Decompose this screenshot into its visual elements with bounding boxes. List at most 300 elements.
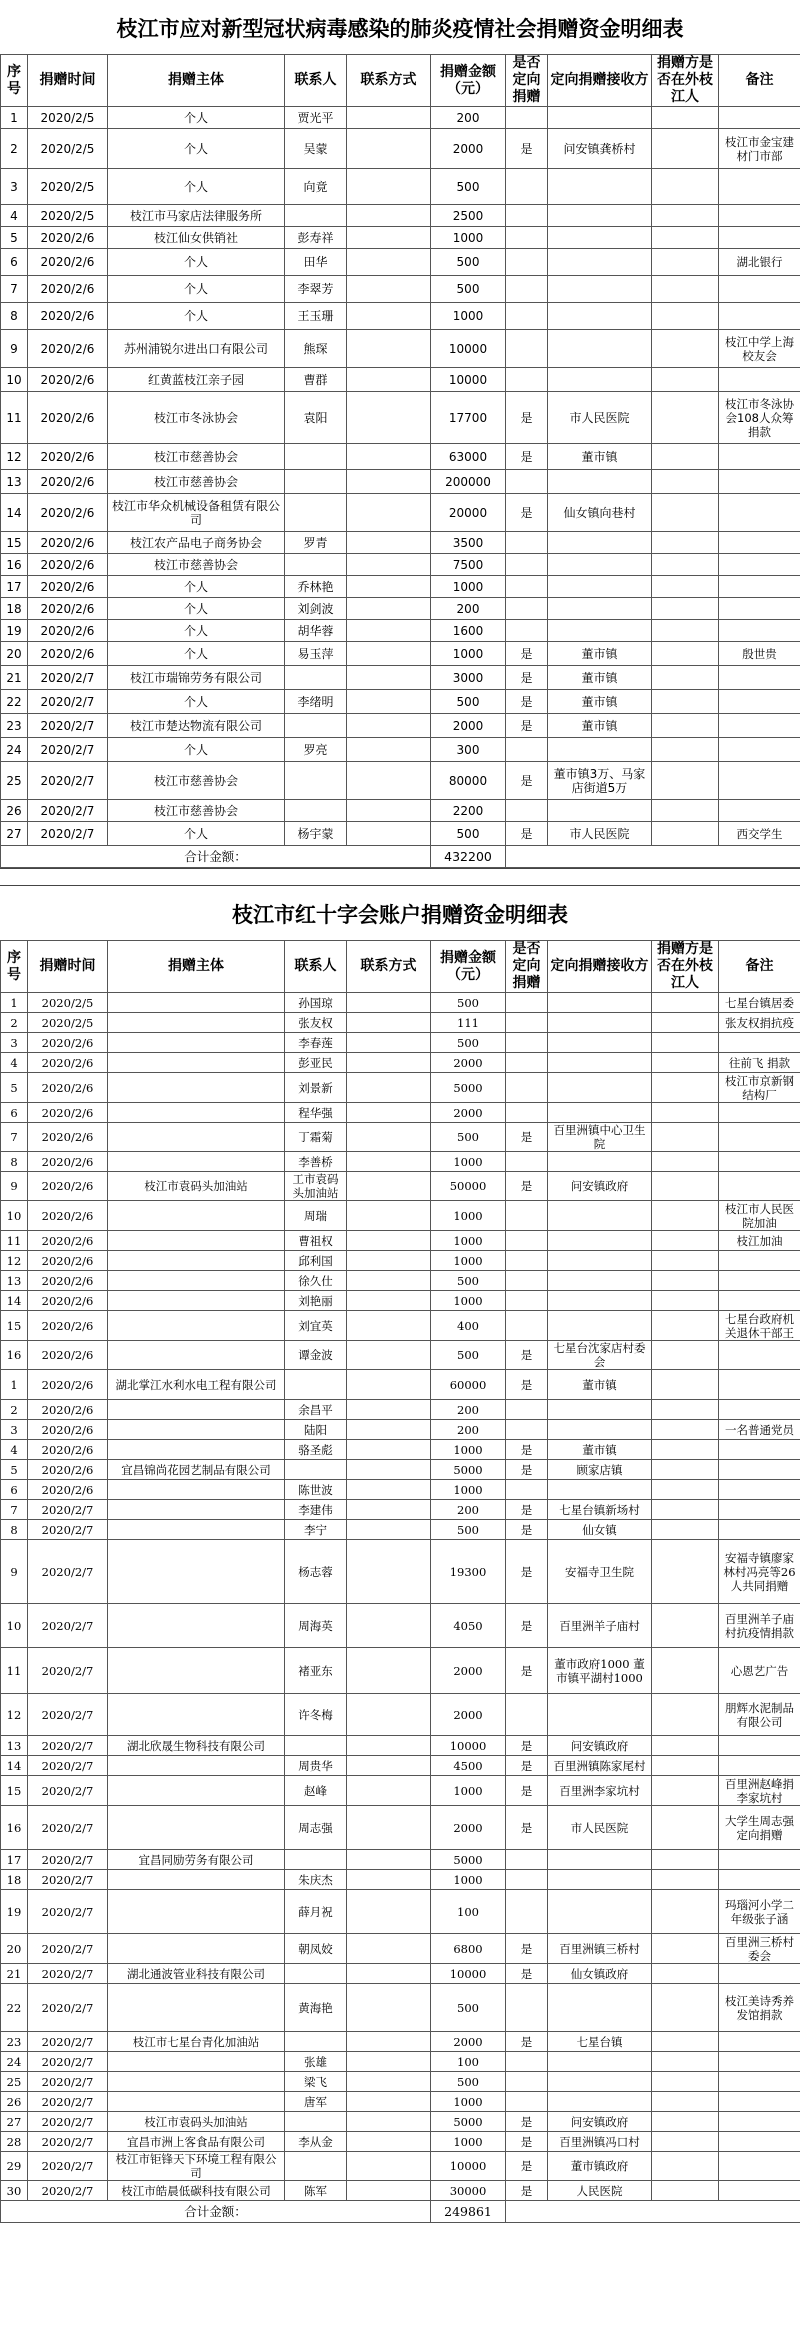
cell-directed: 是 [506,1341,548,1370]
cell-note [719,2032,800,2052]
cell-directed [506,2072,548,2092]
cell-outside [652,1370,719,1400]
cell-receiver [548,993,652,1013]
cell-note: 枝江市冬泳协会108人众筹捐款 [719,392,800,444]
cell-directed: 是 [506,1806,548,1850]
cell-date: 2020/2/5 [28,205,108,227]
cell-receiver [548,276,652,303]
table-row [1,598,800,620]
cell-contact: 杨志蓉 [285,1540,347,1604]
cell-date: 2020/2/7 [28,1964,108,1984]
cell-donor: 枝江市冬泳协会 [108,392,285,444]
cell-date: 2020/2/7 [28,1776,108,1806]
cell-contact: 周海英 [285,1604,347,1648]
cell-contact: 罗亮 [285,738,347,762]
cell-contact [285,2152,347,2181]
cell-contact [285,666,347,690]
cell-no: 24 [1,738,28,762]
cell-phone [347,2152,431,2181]
cell-date: 2020/2/6 [28,303,108,330]
cell-date: 2020/2/6 [28,1271,108,1291]
cell-note [719,598,800,620]
table-row [1,276,800,303]
cell-receiver [548,227,652,249]
cell-directed [506,227,548,249]
cell-outside [652,1964,719,1984]
cell-donor: 枝江市慈善协会 [108,554,285,576]
cell-note [719,1870,800,1890]
cell-phone [347,1500,431,1520]
table-row [1,714,800,738]
cell-phone [347,1806,431,1850]
cell-directed [506,1291,548,1311]
table-row [1,1400,800,1420]
cell-outside [652,1400,719,1420]
cell-outside [652,2032,719,2052]
cell-no: 8 [1,1520,28,1540]
cell-date: 2020/2/5 [28,1013,108,1033]
cell-contact: 张友权 [285,1013,347,1033]
cell-phone [347,205,431,227]
header-donor: 捐赠主体 [108,941,285,993]
cell-note [719,762,800,800]
table-row [1,2112,800,2132]
cell-date: 2020/2/6 [28,1370,108,1400]
cell-directed: 是 [506,444,548,470]
table-row [1,107,800,129]
cell-no: 4 [1,205,28,227]
cell-directed: 是 [506,1520,548,1540]
cell-receiver [548,1850,652,1870]
cell-directed [506,1400,548,1420]
cell-no: 14 [1,494,28,532]
cell-phone [347,1984,431,2032]
cell-receiver: 百里洲李家坑村 [548,1776,652,1806]
cell-receiver: 安福寺卫生院 [548,1540,652,1604]
cell-donor [108,1291,285,1311]
cell-outside [652,1890,719,1934]
cell-note [719,470,800,494]
cell-donor: 个人 [108,690,285,714]
cell-amount: 300 [431,738,506,762]
cell-no: 16 [1,1806,28,1850]
cell-note [719,2152,800,2181]
cell-amount: 63000 [431,444,506,470]
cell-outside [652,1271,719,1291]
cell-no: 27 [1,2112,28,2132]
cell-contact: 许冬梅 [285,1694,347,1736]
cell-directed [506,598,548,620]
cell-no: 17 [1,576,28,598]
cell-contact [285,2032,347,2052]
cell-no: 13 [1,1736,28,1756]
cell-date: 2020/2/6 [28,554,108,576]
cell-no: 10 [1,1604,28,1648]
cell-directed [506,1870,548,1890]
cell-date: 2020/2/5 [28,107,108,129]
cell-contact: 彭亚民 [285,1053,347,1073]
table-row [1,1123,800,1152]
cell-directed [506,800,548,822]
table2-body [1,993,800,2201]
cell-outside [652,714,719,738]
cell-no: 8 [1,1152,28,1172]
cell-receiver: 七星台沈家店村委会 [548,1341,652,1370]
cell-directed: 是 [506,129,548,169]
cell-outside [652,993,719,1013]
cell-directed [506,1201,548,1231]
cell-donor [108,2072,285,2092]
cell-contact: 王玉珊 [285,303,347,330]
cell-directed: 是 [506,642,548,666]
cell-phone [347,620,431,642]
cell-outside [652,1984,719,2032]
cell-outside [652,1520,719,1540]
cell-donor: 枝江市袁码头加油站 [108,1172,285,1201]
cell-receiver [548,2092,652,2112]
cell-donor: 个人 [108,576,285,598]
cell-amount: 80000 [431,762,506,800]
cell-contact: 刘艳丽 [285,1291,347,1311]
cell-outside [652,1053,719,1073]
cell-note: 心恩艺广告 [719,1648,800,1694]
cell-donor [108,1201,285,1231]
cell-note [719,1103,800,1123]
cell-donor [108,1123,285,1152]
cell-date: 2020/2/7 [28,1648,108,1694]
cell-note [719,1756,800,1776]
cell-contact [285,470,347,494]
table2-total-row [1,2201,800,2223]
cell-note: 枝江加油 [719,1231,800,1251]
cell-outside [652,107,719,129]
cell-outside [652,576,719,598]
cell-date: 2020/2/7 [28,800,108,822]
cell-phone [347,1341,431,1370]
cell-note [719,1850,800,1870]
cell-amount: 1000 [431,2132,506,2152]
cell-donor [108,993,285,1013]
header-directed: 是否定向捐赠 [506,941,548,993]
cell-note [719,2052,800,2072]
cell-contact: 曹祖权 [285,1231,347,1251]
cell-date: 2020/2/5 [28,993,108,1013]
cell-contact [285,1460,347,1480]
cell-donor [108,2052,285,2072]
cell-note [719,1123,800,1152]
cell-note [719,205,800,227]
cell-outside [652,666,719,690]
table-row [1,303,800,330]
cell-outside [652,738,719,762]
cell-contact [285,1964,347,1984]
cell-receiver: 董市镇 [548,714,652,738]
section-divider [0,868,800,886]
cell-no: 12 [1,1251,28,1271]
cell-amount: 100 [431,2052,506,2072]
cell-no: 14 [1,1291,28,1311]
cell-phone [347,1520,431,1540]
header-note: 备注 [719,941,800,993]
cell-amount: 1000 [431,1201,506,1231]
cell-donor: 枝江仙女供销社 [108,227,285,249]
cell-no: 26 [1,800,28,822]
table-row [1,1271,800,1291]
cell-note: 玛瑙河小学二年级张子涵 [719,1890,800,1934]
table-row [1,1291,800,1311]
cell-phone [347,1311,431,1341]
cell-outside [652,494,719,532]
table-row [1,1934,800,1964]
cell-amount: 500 [431,2072,506,2092]
cell-date: 2020/2/6 [28,330,108,368]
cell-contact: 李善桥 [285,1152,347,1172]
cell-note: 湖北银行 [719,249,800,276]
header-amount: 捐赠金额（元） [431,55,506,107]
cell-donor: 枝江市慈善协会 [108,800,285,822]
cell-receiver [548,1420,652,1440]
cell-date: 2020/2/6 [28,1073,108,1103]
cell-donor [108,1694,285,1736]
cell-contact [285,800,347,822]
cell-contact: 朱庆杰 [285,1870,347,1890]
cell-outside [652,2052,719,2072]
cell-amount: 2000 [431,714,506,738]
cell-contact: 易玉萍 [285,642,347,666]
cell-no: 21 [1,666,28,690]
cell-outside [652,1073,719,1103]
cell-phone [347,169,431,205]
cell-phone [347,303,431,330]
cell-phone [347,598,431,620]
cell-phone [347,368,431,392]
cell-receiver: 仙女镇政府 [548,1964,652,1984]
table2-total-blank [506,2201,800,2223]
table-row [1,1776,800,1806]
cell-note: 枝江市人民医院加油 [719,1201,800,1231]
table-row [1,1500,800,1520]
cell-phone [347,1736,431,1756]
cell-directed [506,1251,548,1271]
cell-donor: 枝江市慈善协会 [108,444,285,470]
cell-amount: 5000 [431,1460,506,1480]
cell-outside [652,368,719,392]
cell-donor [108,1480,285,1500]
cell-directed [506,1053,548,1073]
header-note: 备注 [719,55,800,107]
cell-no: 23 [1,714,28,738]
cell-donor [108,1013,285,1033]
cell-no: 11 [1,1231,28,1251]
cell-contact: 吴蒙 [285,129,347,169]
cell-amount: 1000 [431,1251,506,1271]
cell-phone [347,1604,431,1648]
cell-receiver: 百里洲镇陈家尾村 [548,1756,652,1776]
cell-outside [652,800,719,822]
cell-outside [652,470,719,494]
cell-directed: 是 [506,2181,548,2201]
cell-date: 2020/2/7 [28,2032,108,2052]
cell-date: 2020/2/7 [28,666,108,690]
cell-outside [652,1694,719,1736]
cell-receiver [548,330,652,368]
cell-amount: 1000 [431,1440,506,1460]
cell-donor: 个人 [108,303,285,330]
cell-date: 2020/2/6 [28,1400,108,1420]
cell-note [719,1152,800,1172]
cell-note [719,1172,800,1201]
cell-date: 2020/2/6 [28,1123,108,1152]
cell-donor: 宜昌同励劳务有限公司 [108,1850,285,1870]
cell-contact: 丁霜菊 [285,1123,347,1152]
cell-donor: 枝江农产品电子商务协会 [108,532,285,554]
table-row [1,1341,800,1370]
table-row [1,642,800,666]
cell-date: 2020/2/7 [28,1604,108,1648]
table-row [1,1984,800,2032]
cell-outside [652,392,719,444]
cell-amount: 500 [431,993,506,1013]
cell-no: 5 [1,1073,28,1103]
cell-outside [652,1440,719,1460]
cell-phone [347,470,431,494]
cell-donor: 枝江市马家店法律服务所 [108,205,285,227]
cell-date: 2020/2/6 [28,1311,108,1341]
cell-outside [652,444,719,470]
cell-outside [652,1500,719,1520]
cell-outside [652,1736,719,1756]
cell-receiver: 市人民医院 [548,1806,652,1850]
table-row [1,2092,800,2112]
cell-contact [285,1850,347,1870]
cell-no: 21 [1,1964,28,1984]
cell-receiver: 七星台镇 [548,2032,652,2052]
cell-no: 19 [1,620,28,642]
table-row [1,1251,800,1271]
cell-no: 26 [1,2092,28,2112]
cell-no: 11 [1,392,28,444]
cell-phone [347,129,431,169]
cell-phone [347,330,431,368]
cell-note [719,444,800,470]
cell-phone [347,738,431,762]
cell-amount: 2000 [431,1806,506,1850]
cell-outside [652,620,719,642]
cell-outside [652,1341,719,1370]
cell-phone [347,532,431,554]
cell-receiver: 董市镇 [548,1440,652,1460]
cell-amount: 1000 [431,1480,506,1500]
cell-donor [108,1500,285,1520]
cell-contact: 张雄 [285,2052,347,2072]
header-contact: 联系人 [285,941,347,993]
cell-directed: 是 [506,762,548,800]
cell-amount: 111 [431,1013,506,1033]
cell-date: 2020/2/7 [28,690,108,714]
cell-amount: 10000 [431,1964,506,1984]
cell-amount: 7500 [431,554,506,576]
table-row [1,1201,800,1231]
cell-directed: 是 [506,1736,548,1756]
cell-no: 25 [1,2072,28,2092]
cell-no: 25 [1,762,28,800]
cell-receiver [548,2072,652,2092]
cell-receiver [548,1694,652,1736]
cell-no: 1 [1,107,28,129]
cell-outside [652,1013,719,1033]
cell-donor: 枝江市钜锋天下环境工程有限公司 [108,2152,285,2181]
cell-no: 18 [1,1870,28,1890]
cell-amount: 200 [431,598,506,620]
cell-amount: 30000 [431,2181,506,2201]
cell-note [719,2112,800,2132]
table1-body [1,107,800,846]
table-row [1,1806,800,1850]
cell-amount: 500 [431,1341,506,1370]
cell-no: 23 [1,2032,28,2052]
table-row [1,1103,800,1123]
cell-contact: 胡华蓉 [285,620,347,642]
cell-no: 5 [1,1460,28,1480]
cell-directed [506,1311,548,1341]
cell-contact: 向竟 [285,169,347,205]
cell-outside [652,2152,719,2181]
cell-outside [652,1420,719,1440]
cell-amount: 200 [431,107,506,129]
cell-phone [347,2032,431,2052]
cell-note [719,1271,800,1291]
cell-directed: 是 [506,1500,548,1520]
cell-outside [652,227,719,249]
cell-contact: 梁飞 [285,2072,347,2092]
cell-note [719,2181,800,2201]
cell-phone [347,993,431,1013]
cell-directed [506,470,548,494]
table-row [1,1964,800,1984]
cell-outside [652,129,719,169]
cell-directed [506,107,548,129]
cell-receiver [548,1073,652,1103]
cell-date: 2020/2/6 [28,276,108,303]
cell-receiver [548,1201,652,1231]
cell-note [719,2132,800,2152]
cell-receiver [548,368,652,392]
cell-directed [506,576,548,598]
table-row [1,1604,800,1648]
cell-phone [347,276,431,303]
cell-receiver [548,1103,652,1123]
cell-amount: 4050 [431,1604,506,1648]
table-row [1,1440,800,1460]
cell-amount: 1000 [431,1870,506,1890]
cell-no: 14 [1,1756,28,1776]
cell-phone [347,1756,431,1776]
table-row [1,1033,800,1053]
cell-note [719,1400,800,1420]
table-row [1,444,800,470]
cell-date: 2020/2/7 [28,1540,108,1604]
cell-amount: 6800 [431,1934,506,1964]
cell-no: 27 [1,822,28,846]
cell-amount: 500 [431,169,506,205]
cell-receiver: 百里洲羊子庙村 [548,1604,652,1648]
cell-contact: 周志强 [285,1806,347,1850]
table-row [1,1850,800,1870]
cell-note [719,554,800,576]
cell-contact: 陈世波 [285,1480,347,1500]
cell-receiver [548,532,652,554]
cell-amount: 500 [431,1984,506,2032]
